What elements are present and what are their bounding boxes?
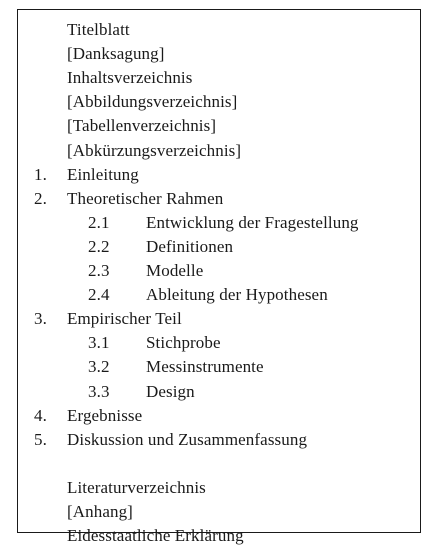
chapter-entry-number: 3.	[34, 309, 47, 329]
section-entry-number: 2.2	[88, 236, 110, 256]
front-matter-item: [Tabellenverzeichnis]	[67, 116, 217, 136]
chapter-entry-number: 5.	[34, 429, 47, 449]
back-matter-item: [Anhang]	[67, 502, 133, 521]
chapter-entry-title: Einleitung	[67, 164, 139, 184]
section-entry-number: 2.4	[88, 285, 110, 305]
chapter-entry-title: Ergebnisse	[67, 405, 143, 425]
section-entry-number: 2.3	[88, 261, 110, 280]
chapter-entry-number: 2.	[34, 188, 47, 208]
chapter-entry-title: Theoretischer Rahmen	[67, 188, 224, 208]
section-entry-number: 3.1	[88, 333, 110, 353]
toc-frame	[17, 9, 421, 546]
section-entry-title: Definitionen	[146, 236, 234, 256]
section-entry-title: Entwicklung der Fragestellung	[146, 212, 359, 232]
front-matter-item: Inhaltsverzeichnis	[67, 68, 193, 88]
section-entry-title: Design	[146, 381, 195, 401]
back-matter-item: Literaturverzeichnis	[67, 477, 206, 497]
front-matter-item: [Danksagung]	[67, 44, 165, 64]
section-entry-number: 2.1	[88, 212, 110, 232]
chapter-entry-number: 4.	[34, 405, 47, 425]
section-entry-title: Stichprobe	[146, 333, 221, 353]
section-entry-title: Messinstrumente	[146, 357, 264, 377]
back-matter-item: Eidesstaatliche Erklärung	[67, 526, 244, 546]
front-matter-item: [Abkürzungsverzeichnis]	[67, 140, 242, 160]
section-entry-number: 3.3	[88, 381, 110, 401]
table-of-contents	[18, 10, 420, 546]
section-entry-number: 3.2	[88, 357, 110, 377]
front-matter-item: Titelblatt	[67, 20, 130, 39]
chapter-entry-title: Empirischer Teil	[67, 309, 182, 329]
chapter-entry-title: Diskussion und Zusammenfassung	[67, 429, 308, 449]
section-entry-title: Ableitung der Hypothesen	[146, 285, 328, 305]
chapter-entry-number: 1.	[34, 164, 47, 184]
section-entry-title: Modelle	[146, 261, 204, 280]
front-matter-item: [Abbildungsverzeichnis]	[67, 92, 238, 112]
